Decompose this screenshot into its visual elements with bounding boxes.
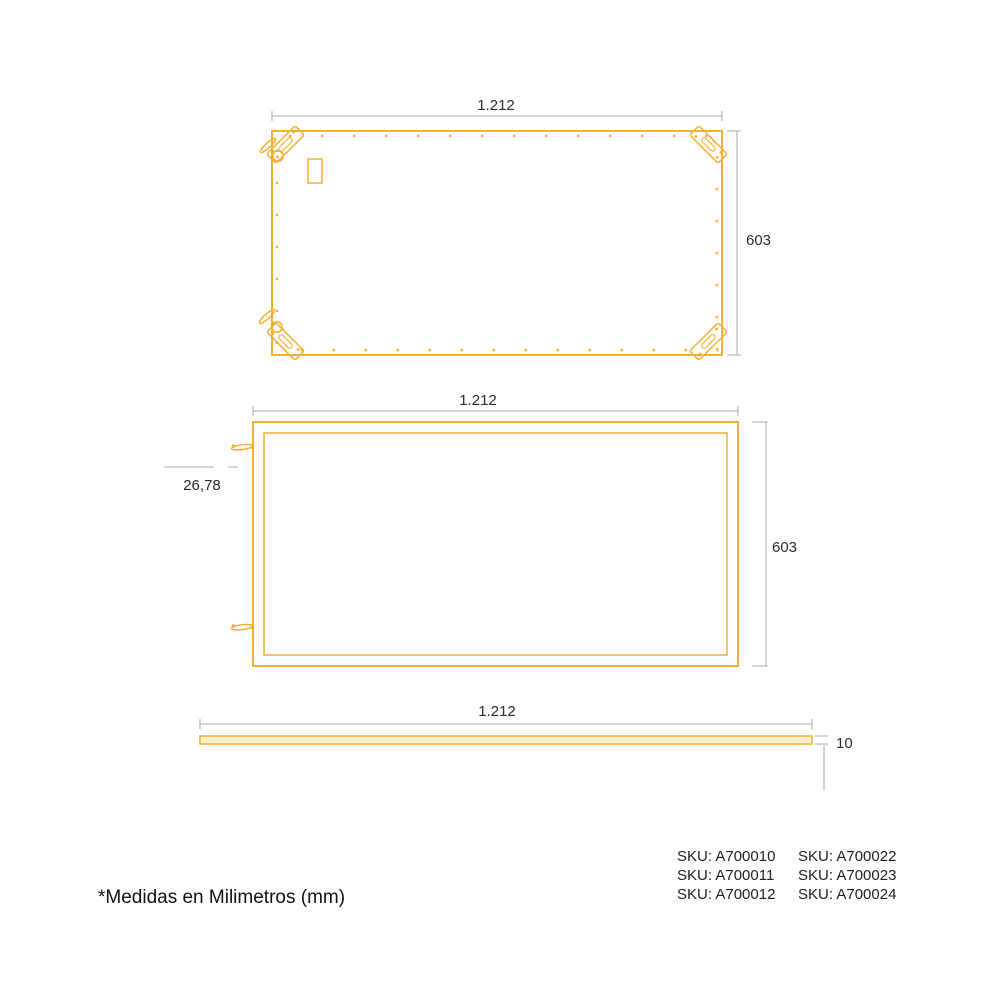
front-height-dimension xyxy=(752,422,797,666)
back-width-label: 1.212 xyxy=(477,97,515,114)
front-width-dimension xyxy=(253,392,738,416)
side-profile-bar xyxy=(200,736,812,744)
front-view-frame xyxy=(253,422,738,666)
side-thickness-dimension xyxy=(815,735,853,790)
clip-offset-label: 26,78 xyxy=(183,477,221,494)
side-view xyxy=(200,703,853,790)
hanging-clip-icon xyxy=(231,444,253,451)
back-view xyxy=(258,97,771,360)
back-view-frame xyxy=(272,131,722,355)
front-width-label: 1.212 xyxy=(459,392,497,409)
sku-item: SKU: A700022 xyxy=(798,848,897,865)
front-view xyxy=(164,392,797,666)
sku-item: SKU: A700011 xyxy=(677,867,775,884)
sku-item: SKU: A700010 xyxy=(677,848,776,865)
front-view-diffuser xyxy=(264,433,727,655)
side-width-label: 1.212 xyxy=(478,703,516,720)
driver-box xyxy=(308,159,322,183)
sku-item: SKU: A700023 xyxy=(798,867,897,884)
back-height-dimension xyxy=(727,131,771,355)
front-height-label: 603 xyxy=(772,539,798,556)
frame-rivet-dots xyxy=(277,136,717,350)
sku-list xyxy=(677,848,896,903)
back-width-dimension xyxy=(272,97,722,121)
side-width-dimension xyxy=(200,703,812,730)
clip-offset-dimension xyxy=(164,467,238,494)
units-footnote: *Medidas en Milimetros (mm) xyxy=(98,887,346,908)
side-thickness-label: 10 xyxy=(836,735,853,752)
sku-item: SKU: A700012 xyxy=(677,886,776,903)
hanging-clip-icon xyxy=(231,624,253,631)
sku-item: SKU: A700024 xyxy=(798,886,897,903)
back-height-label: 603 xyxy=(746,232,772,249)
